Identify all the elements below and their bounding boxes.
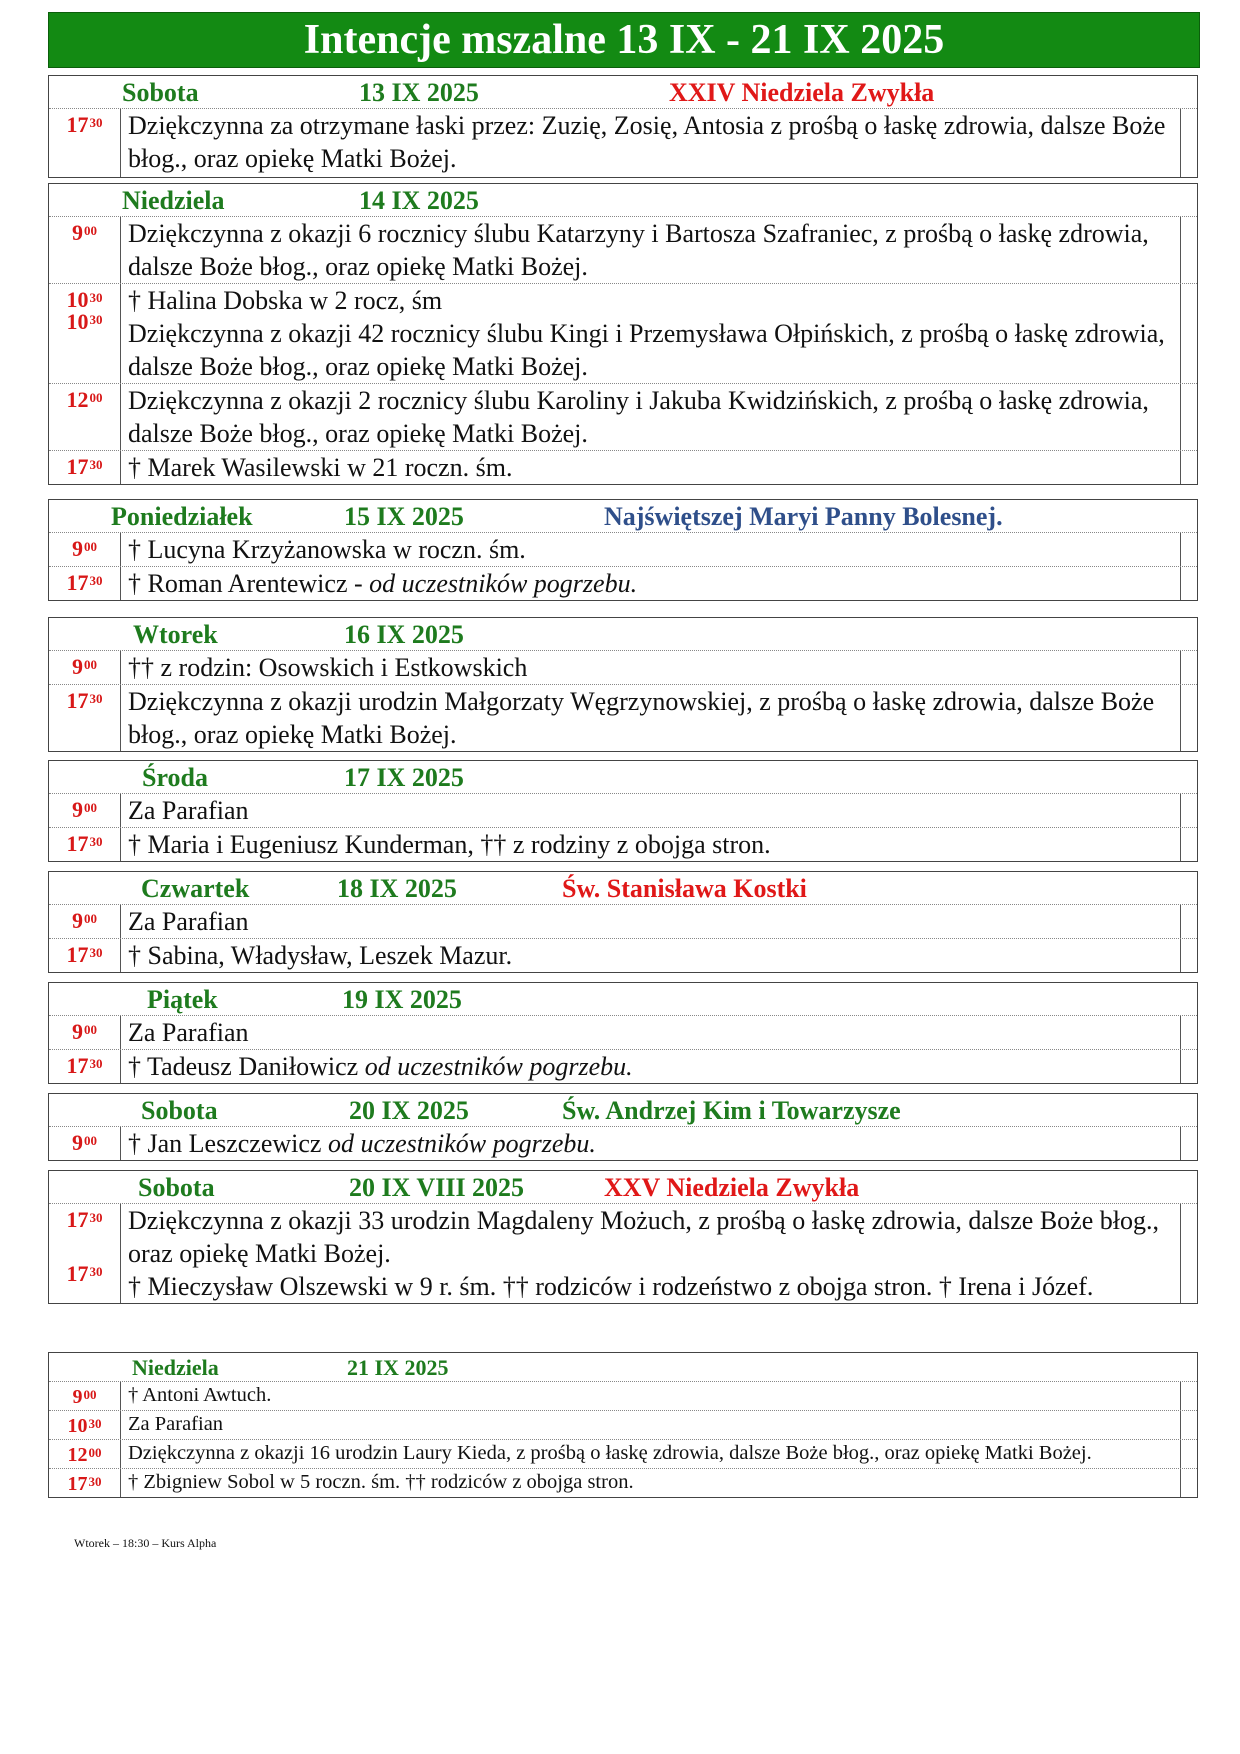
mass-row xyxy=(49,217,1197,284)
day-date: 17 IX 2025 xyxy=(344,763,464,792)
mass-intention: † Lucyna Krzyżanowska w roczn. śm. xyxy=(121,533,1181,566)
day-block-monday-15 xyxy=(48,499,1198,601)
day-block-saturday-20-evening xyxy=(48,1170,1198,1304)
mass-time: $17^{30}$ xyxy=(49,685,121,751)
mass-time: $9^{00}$ xyxy=(49,533,121,566)
mass-row xyxy=(49,1411,1197,1440)
day-name: Poniedziałek xyxy=(111,502,253,531)
day-feast: Św. Andrzej Kim i Towarzysze xyxy=(562,1096,901,1125)
mass-intention: Za Parafian xyxy=(121,794,1181,827)
day-name: Niedziela xyxy=(132,1355,219,1380)
day-header xyxy=(49,761,1197,794)
mass-time: $17^{30}$ xyxy=(49,109,121,177)
day-date: 13 IX 2025 xyxy=(359,78,479,107)
mass-intention: † Roman Arentewicz - od uczestników pogrzebu. xyxy=(121,567,1181,600)
intention-line: † Mieczysław Olszewski w 9 r. śm. †† rodziców i rodzeństwo z obojga stron. † Irena i Józef. xyxy=(128,1272,1094,1301)
day-header xyxy=(49,618,1197,651)
mass-intention: † Marek Wasilewski w 21 roczn. śm. xyxy=(121,451,1181,484)
mass-row xyxy=(49,828,1197,861)
day-block-sunday-21 xyxy=(48,1352,1198,1498)
intention-line: Dziękczynna z okazji 33 urodzin Magdaleny Możuch, z prośbą o łaskę zdrowia, dalsze Boże błog., oraz opiekę Matki Bożej. xyxy=(128,1206,1159,1268)
mass-time: $17^{30}$ xyxy=(49,451,121,484)
day-header xyxy=(49,983,1197,1016)
mass-intention xyxy=(121,1204,1181,1303)
day-date: 20 IX VIII 2025 xyxy=(349,1173,525,1202)
day-name: Sobota xyxy=(122,78,199,107)
mass-time: $12^{00}$ xyxy=(49,1440,121,1468)
mass-row xyxy=(49,651,1197,685)
mass-intention: † Jan Leszczewicz od uczestników pogrzebu. xyxy=(121,1127,1181,1160)
day-name: Sobota xyxy=(138,1173,215,1202)
mass-row xyxy=(49,451,1197,484)
day-date: 20 IX 2025 xyxy=(349,1096,469,1125)
mass-time: $17^{30}$ xyxy=(49,1469,121,1497)
mass-row xyxy=(49,1016,1197,1050)
day-header xyxy=(49,872,1197,905)
mass-time: $17^{30}$ xyxy=(49,1050,121,1083)
mass-time: $17^{30}$ $17^{30}$ xyxy=(49,1204,121,1303)
mass-intention: Dziękczynna z okazji 6 rocznicy ślubu Katarzyny i Bartosza Szafraniec, z prośbą o łaskę zdrowia, dalsze Boże błog., oraz opiekę Matki Bożej. xyxy=(121,217,1181,283)
day-block-saturday-13 xyxy=(48,75,1198,178)
day-block-sunday-14 xyxy=(48,183,1198,485)
day-header xyxy=(49,1353,1197,1382)
mass-row xyxy=(49,1127,1197,1160)
day-name: Piątek xyxy=(147,985,218,1014)
mass-time: $9^{00}$ xyxy=(49,651,121,684)
day-feast: XXV Niedziela Zwykła xyxy=(604,1173,860,1202)
day-name: Czwartek xyxy=(141,874,250,903)
mass-time: $17^{30}$ xyxy=(49,567,121,600)
day-name: Środa xyxy=(142,763,208,792)
mass-intention: Za Parafian xyxy=(121,1016,1181,1049)
mass-row xyxy=(49,533,1197,567)
mass-intention xyxy=(121,284,1181,383)
mass-row xyxy=(49,567,1197,600)
mass-intention: † Tadeusz Daniłowicz od uczestników pogrzebu. xyxy=(121,1050,1181,1083)
page-title: Intencje mszalne 13 IX - 21 IX 2025 xyxy=(48,12,1200,68)
day-header xyxy=(49,1171,1197,1204)
mass-time: $10^{30}$ $10^{30}$ xyxy=(49,284,121,383)
intention-line: Dziękczynna z okazji 42 rocznicy ślubu Kingi i Przemysława Ołpińskich, z prośbą o łaskę zdrowia, dalsze Boże błog., oraz opiekę Matki Bożej. xyxy=(128,319,1165,381)
mass-intention: † Antoni Awtuch. xyxy=(121,1382,1181,1410)
mass-time: $9^{00}$ xyxy=(49,1382,121,1410)
day-date: 16 IX 2025 xyxy=(344,620,464,649)
day-date: 19 IX 2025 xyxy=(342,985,462,1014)
mass-row xyxy=(49,1204,1197,1303)
mass-time: $9^{00}$ xyxy=(49,217,121,283)
mass-row xyxy=(49,905,1197,939)
day-feast: XXIV Niedziela Zwykła xyxy=(669,78,935,107)
mass-intention: † Zbigniew Sobol w 5 roczn. śm. †† rodziców z obojga stron. xyxy=(121,1469,1181,1497)
day-name: Wtorek xyxy=(133,620,218,649)
footer-note: Wtorek – 18:30 – Kurs Alpha xyxy=(74,1536,217,1550)
day-date: 21 IX 2025 xyxy=(347,1355,449,1380)
day-date: 18 IX 2025 xyxy=(337,874,457,903)
mass-intention: Za Parafian xyxy=(121,905,1181,938)
mass-row xyxy=(49,109,1197,177)
day-block-saturday-20 xyxy=(48,1093,1198,1161)
mass-time: $12^{00}$ xyxy=(49,384,121,450)
mass-row xyxy=(49,794,1197,828)
mass-time: $9^{00}$ xyxy=(49,1127,121,1160)
mass-row xyxy=(49,1440,1197,1469)
day-header xyxy=(49,76,1197,109)
mass-intention: † Sabina, Władysław, Leszek Mazur. xyxy=(121,939,1181,972)
day-name: Sobota xyxy=(141,1096,218,1125)
day-name: Niedziela xyxy=(122,186,225,215)
mass-time: $9^{00}$ xyxy=(49,794,121,827)
mass-time: $9^{00}$ xyxy=(49,905,121,938)
day-header xyxy=(49,184,1197,217)
mass-time: $17^{30}$ xyxy=(49,828,121,861)
intention-line: † Halina Dobska w 2 rocz, śm xyxy=(128,286,443,315)
day-date: 14 IX 2025 xyxy=(359,186,479,215)
mass-time: $17^{30}$ xyxy=(49,939,121,972)
day-block-friday-19 xyxy=(48,982,1198,1084)
mass-intention: Dziękczynna z okazji urodzin Małgorzaty Węgrzynowskiej, z prośbą o łaskę zdrowia, dalsze Boże błog., oraz opiekę Matki Bożej. xyxy=(121,685,1181,751)
mass-row xyxy=(49,685,1197,751)
day-feast: Najświętszej Maryi Panny Bolesnej. xyxy=(604,502,1003,531)
mass-row xyxy=(49,1469,1197,1497)
mass-row xyxy=(49,384,1197,451)
mass-row xyxy=(49,1050,1197,1083)
mass-intention: Dziękczynna z okazji 16 urodzin Laury Kieda, z prośbą o łaskę zdrowia, dalsze Boże błog., oraz opiekę Matki Bożej. xyxy=(121,1440,1181,1468)
day-feast: Św. Stanisława Kostki xyxy=(562,874,807,903)
mass-row xyxy=(49,1382,1197,1411)
mass-intention: Dziękczynna za otrzymane łaski przez: Zuzię, Zosię, Antosia z prośbą o łaskę zdrowia, dalsze Boże błog., oraz opiekę Matki Bożej. xyxy=(121,109,1181,177)
mass-time: $10^{30}$ xyxy=(49,1411,121,1439)
mass-intention: Dziękczynna z okazji 2 rocznicy ślubu Karoliny i Jakuba Kwidzińskich, z prośbą o łaskę zdrowia, dalsze Boże błog., oraz opiekę Matki Bożej. xyxy=(121,384,1181,450)
day-block-wednesday-17 xyxy=(48,760,1198,862)
mass-intention: †† z rodzin: Osowskich i Estkowskich xyxy=(121,651,1181,684)
day-block-thursday-18 xyxy=(48,871,1198,973)
mass-intention: † Maria i Eugeniusz Kunderman, †† z rodziny z obojga stron. xyxy=(121,828,1181,861)
mass-intention: Za Parafian xyxy=(121,1411,1181,1439)
mass-row xyxy=(49,939,1197,972)
day-header xyxy=(49,500,1197,533)
day-date: 15 IX 2025 xyxy=(344,502,464,531)
mass-row xyxy=(49,284,1197,384)
mass-time: $9^{00}$ xyxy=(49,1016,121,1049)
day-block-tuesday-16 xyxy=(48,617,1198,752)
day-header xyxy=(49,1094,1197,1127)
